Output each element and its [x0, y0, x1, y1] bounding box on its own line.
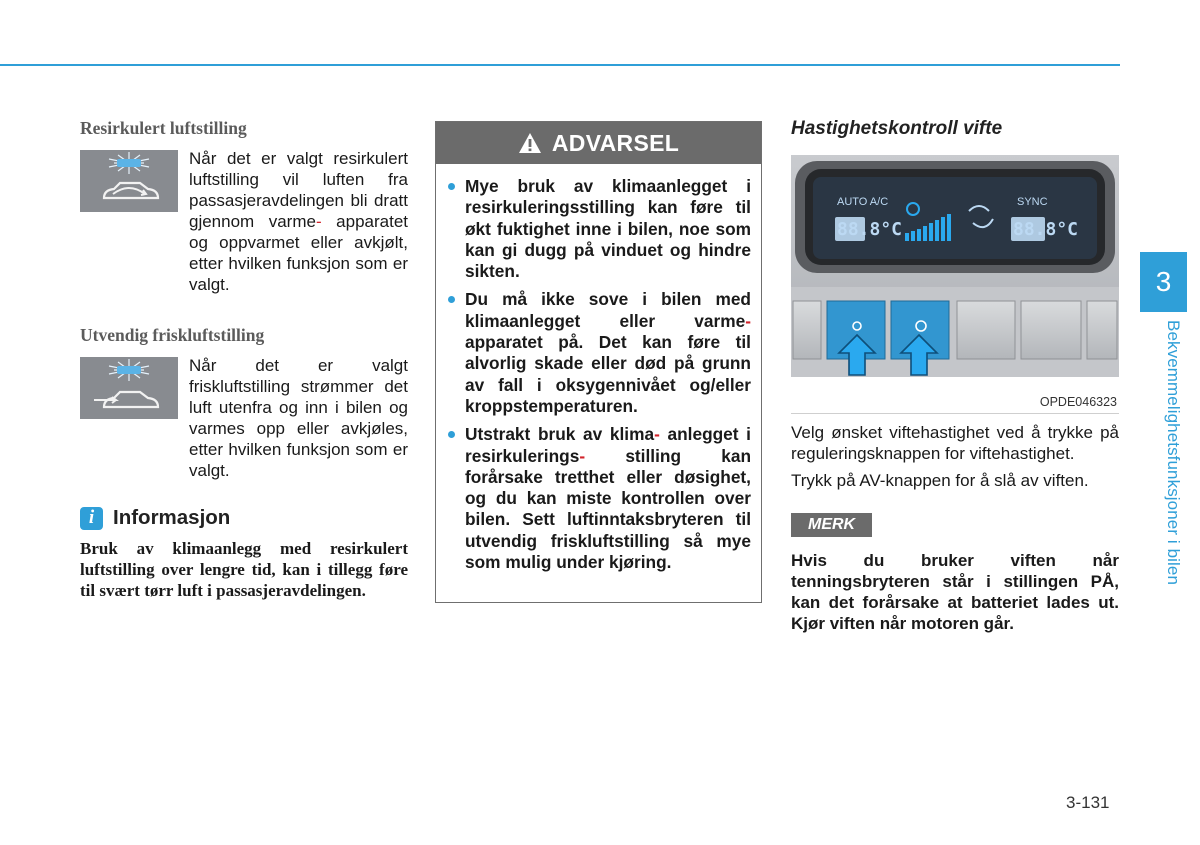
fresh-air-text: Når det er valgt friskluftstilling strømmer det luft utenfra og inn i bilen og varmes opp eller avkjøles, etter hvilken funksjon som er valgt. — [189, 356, 408, 480]
warning-item-text-part: stilling kan forårsake tretthet eller døsighet, og du kan miste kontrollen over bilen. Sett luftinntaksbryteren til utvendig friskluftstilling så mye som mulig under kjøring. — [465, 445, 751, 573]
fan-speed-title: Hastighetskontroll vifte — [791, 118, 1003, 139]
warning-item — [448, 176, 751, 282]
bullet — [448, 183, 455, 190]
info-title-row — [80, 506, 408, 530]
hyphen: - — [315, 212, 322, 231]
fan-speed-paragraph-1: Velg ønsket viftehastighet ved å trykke på reguleringsknappen for viftehastighet. — [791, 423, 1119, 463]
climate-panel-illustration — [791, 155, 1119, 413]
recirculated-text-part2: apparatet og oppvarmet eller avkjølt, etter hvilken funksjon som er valgt. — [189, 212, 408, 294]
image-code: OPDE046323 — [1039, 395, 1117, 409]
fresh-air-heading: Utvendig friskluftstilling — [80, 325, 265, 345]
left-column — [80, 118, 408, 601]
top-rule — [0, 64, 1120, 66]
warning-item-text — [465, 424, 751, 573]
warning-item-text-part: Utstrakt bruk av klima — [465, 424, 655, 445]
hyphen: - — [745, 310, 751, 331]
climate-panel-image — [791, 155, 1119, 414]
warning-item-text-part: Du må ikke sove i bilen med klimaanlegget eller varme — [465, 289, 751, 331]
warning-title: ADVARSEL — [551, 129, 680, 156]
warning-item-text-part: apparatet på. Det kan føre til alvorlig skade eller død på grunn av fall i oksygennivået og/eller kroppstemperaturen. — [465, 332, 751, 416]
bullet — [448, 431, 455, 438]
recirculated-air-icon — [80, 150, 178, 212]
recirculated-text-part1: Når det er valgt resirkulert luftstilling vil luften fra passasjeravdelingen bli dratt gjennom varme — [189, 149, 408, 231]
warning-item — [448, 424, 751, 573]
display-temp-left: 88.8°C — [837, 219, 903, 240]
page-number: 3-131 — [1066, 793, 1110, 812]
warning-item — [448, 289, 751, 417]
fresh-air-block — [80, 355, 408, 481]
recirculated-heading: Resirkulert luftstilling — [80, 118, 247, 138]
chapter-title-vertical: Bekvemmelighetsfunksjoner i bilen — [1164, 320, 1183, 586]
warning-triangle-icon — [518, 132, 542, 154]
recirculated-text — [189, 148, 408, 295]
bullet — [448, 296, 455, 303]
hyphen: - — [654, 424, 660, 445]
warning-box — [435, 121, 762, 603]
hyphen: - — [579, 445, 586, 466]
display-auto-label: AUTO A/C — [837, 196, 889, 208]
info-title: Informasjon — [113, 506, 231, 529]
chapter-number-tab: 3 — [1140, 252, 1187, 312]
warning-list — [436, 164, 761, 573]
warning-item-text-part: anlegget i resirkulerings — [465, 424, 751, 466]
fan-speed-paragraph-2: Trykk på AV-knappen for å slå av viften. — [791, 471, 1089, 490]
warning-item-text: Mye bruk av klimaanlegget i resirkuleringsstilling kan føre til økt fuktighet inne i bilen, noe som kan gi dugg på vinduet og hindre sikten. — [465, 176, 751, 282]
merk-badge: MERK — [791, 513, 872, 537]
info-body: Bruk av klimaanlegg med resirkulert luftstilling over lengre tid, kan i tillegg føre til svært tørr luft i passasjeravdelingen. — [80, 539, 408, 600]
display-temp-right: 88.8°C — [1013, 219, 1079, 240]
warning-item-text — [465, 289, 751, 417]
display-sync-label: SYNC — [1017, 196, 1048, 208]
recirculated-block — [80, 148, 408, 295]
info-icon: i — [80, 507, 103, 530]
fresh-air-icon — [80, 357, 178, 419]
right-column — [791, 118, 1119, 634]
merk-body: Hvis du bruker viften når tenningsbryteren står i stillingen PÅ, kan det forårsake at batteriet lades ut. Kjør viften når motoren går. — [791, 551, 1119, 633]
warning-header — [436, 122, 761, 164]
